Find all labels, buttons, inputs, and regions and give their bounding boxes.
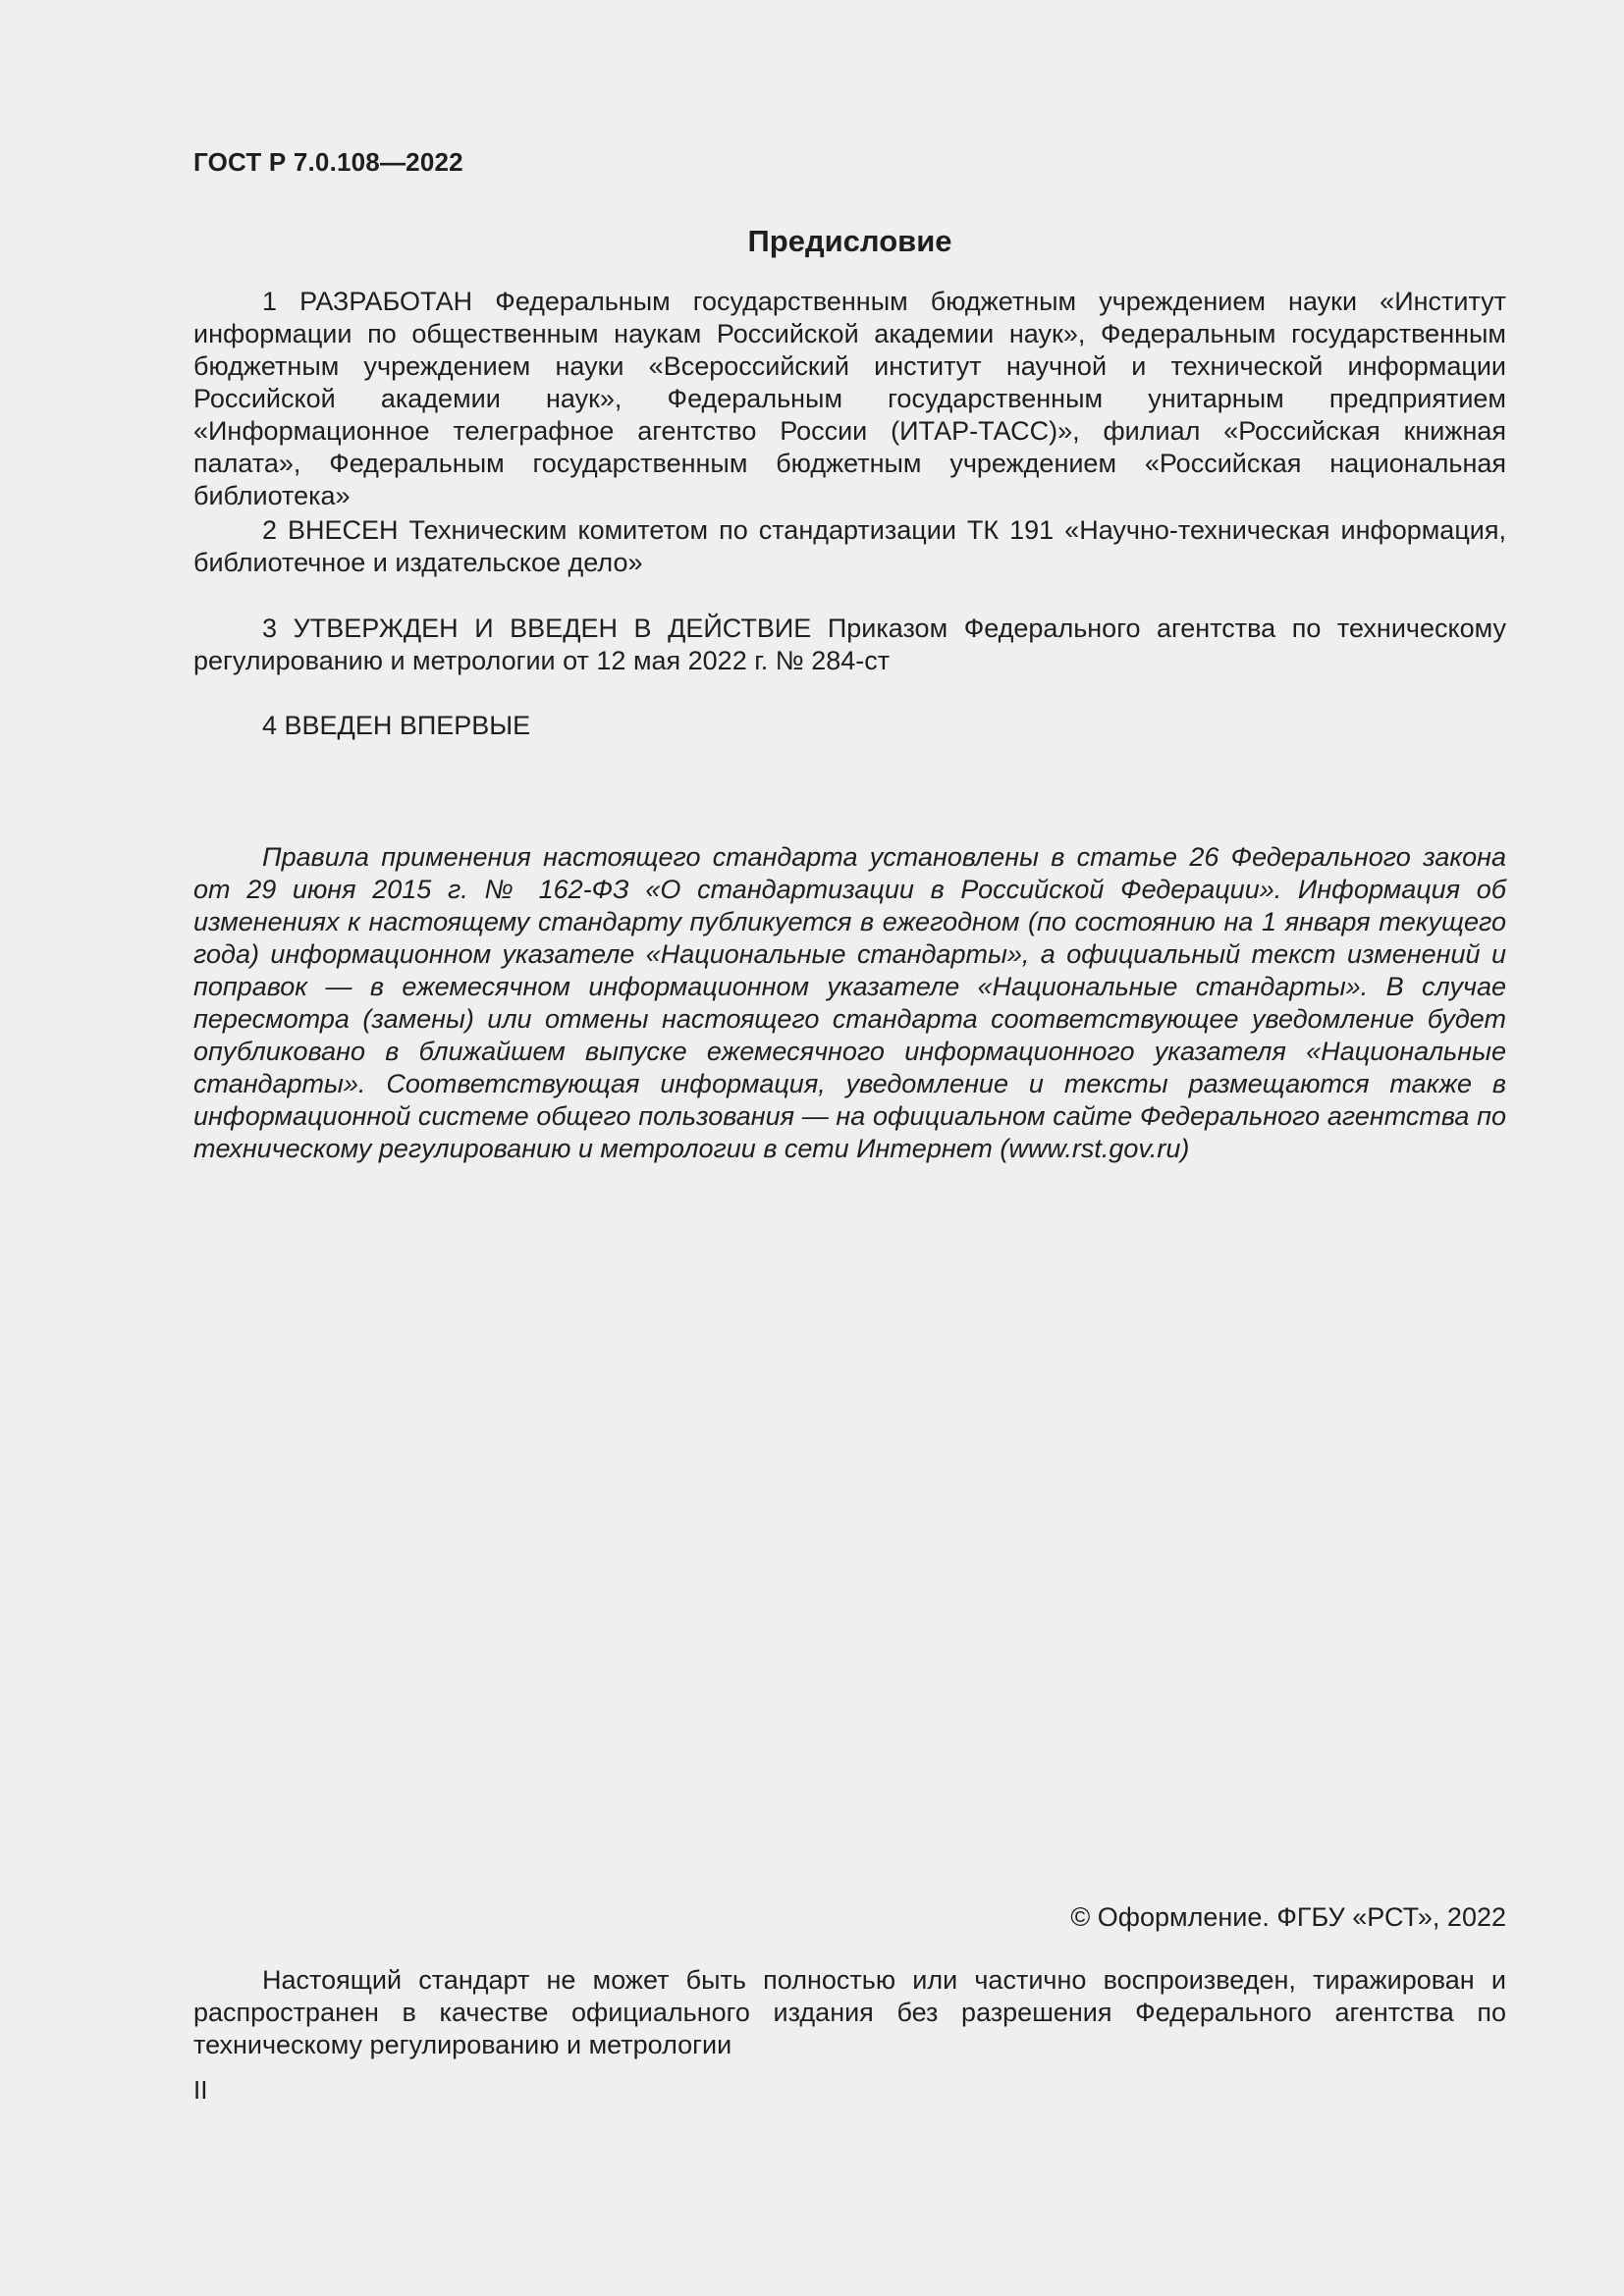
application-rules-notice: Правила применения настоящего стандарта установлены в статье 26 Федерального закона от 29 июня 2015 г. № 162-ФЗ «О стандартизации в Российской Федерации». Информация об изменениях к настоящему стандарту публикуется в ежегодном (по состоянию на 1 января текущего года) информационном указателе «Национальные стандарты», а официальный текст изменений и поправок — в ежемесячном информационном указателе «Национальные стандарты». В случае пересмотра (замены) или отмены настоящего стандарта соответствующее уведомление будет опубликовано в ближайшем выпуске ежемесячного информационного указателя «Национальные стандарты». Соответствующая информация, уведомление и тексты размещаются также в информационной системе общего пользования — на официальном сайте Федерального агентства по техническому регулированию и метрологии в сети Интернет (www.rst.gov.ru) [193, 842, 1506, 1163]
reproduction-restriction: Настоящий стандарт не может быть полностью или частично воспроизведен, тиражирован и распространен в качестве официального издания без разрешения Федерального агентства по техническому регулированию и метрологии [193, 1965, 1506, 2059]
foreword-item-developed: 1 РАЗРАБОТАН Федеральным государственным бюджетным учреждением науки «Институт информации по общественным наукам Российской академии наук», Федеральным государственным бюджетным учреждением науки «Всероссийский институт научной и технической информации Российской академии наук», Федеральным государственным унитарным предприятием «Информационное телеграфное агентство России (ИТАР-ТАСС)», филиал «Российская книжная палата», Федеральным государственным бюджетным учреждением «Российская национальная библиотека» [193, 287, 1506, 510]
document-code: ГОСТ Р 7.0.108—2022 [193, 147, 463, 177]
foreword-item-first-introduced: 4 ВВЕДЕН ВПЕРВЫЕ [262, 711, 531, 740]
page-number: II [193, 2075, 208, 2105]
section-title: Предисловие [747, 224, 952, 258]
foreword-item-introduced: 2 ВНЕСЕН Техническим комитетом по стандартизации ТК 191 «Научно-техническая информация, библиотечное и издательское дело» [193, 515, 1506, 577]
foreword-item-approved: 3 УТВЕРЖДЕН И ВВЕДЕН В ДЕЙСТВИЕ Приказом Федерального агентства по техническому регулированию и метрологии от 12 мая 2022 г. № 284-ст [193, 614, 1506, 675]
copyright-line: © Оформление. ФГБУ «РСТ», 2022 [1070, 1902, 1506, 1932]
